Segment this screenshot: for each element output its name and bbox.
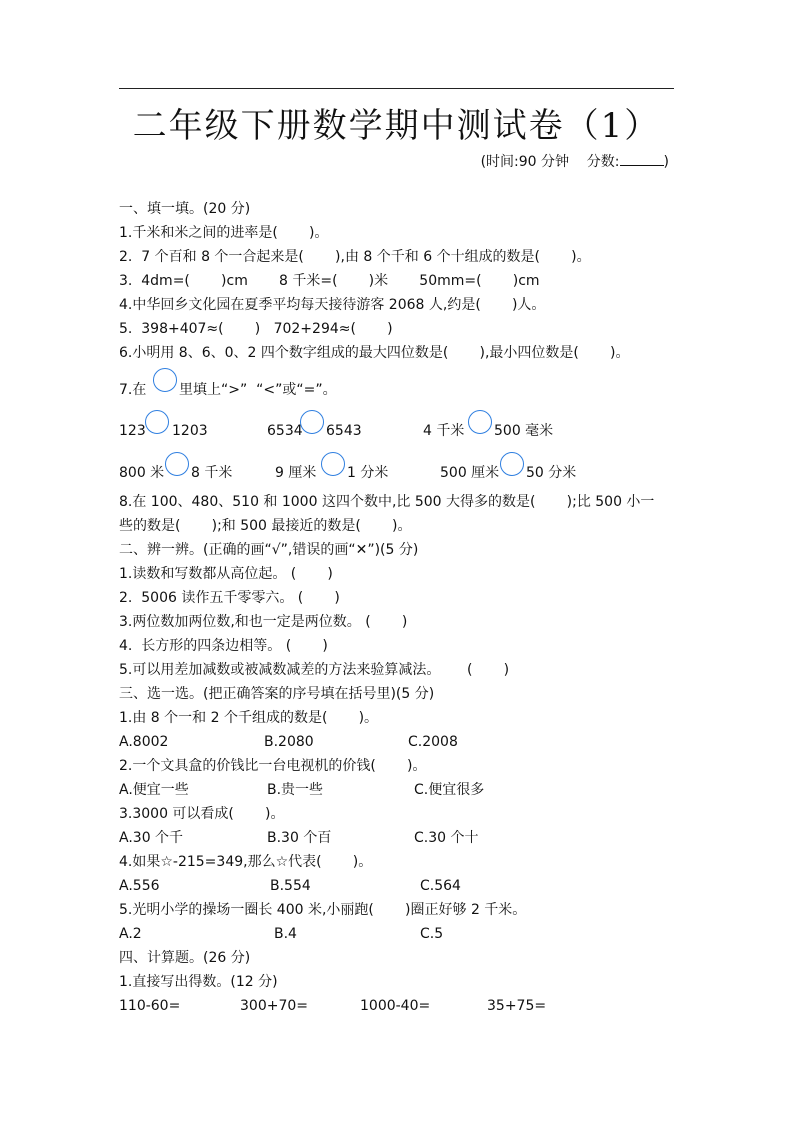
compare-right: 50 分米 (526, 465, 577, 481)
calc-item: 1000-40= (360, 998, 431, 1014)
choice-a: A.便宜一些 (119, 782, 189, 798)
q2-3: 3.两位数加两位数,和也一定是两位数。 ( ) (119, 614, 408, 630)
compare-left: 6534 (267, 423, 303, 439)
compare-right: 6543 (326, 423, 362, 439)
choice-a: A.8002 (119, 734, 169, 750)
compare-circle[interactable] (145, 410, 169, 434)
q1-5: 5. 398+407≈( ) 702+294≈( ) (119, 321, 393, 337)
q3-3: 3.3000 可以看成( )。 (119, 806, 285, 822)
q2-1: 1.读数和写数都从高位起。 ( ) (119, 566, 333, 582)
circle-icon (153, 368, 177, 392)
calc-item: 35+75= (487, 998, 547, 1014)
choice-b: B.4 (274, 926, 297, 942)
q1-8-line2: 些的数是( );和 500 最接近的数是( )。 (119, 518, 412, 534)
compare-right: 1 分米 (347, 465, 389, 481)
calc-item: 110-60= (119, 998, 181, 1014)
compare-circle[interactable] (300, 410, 324, 434)
compare-left: 500 厘米 (440, 465, 500, 481)
q3-1: 1.由 8 个一和 2 个千组成的数是( )。 (119, 710, 379, 726)
q1-1: 1.千米和米之间的进率是( )。 (119, 225, 329, 241)
q1-2: 2. 7 个百和 8 个一合起来是( ),由 8 个千和 6 个十组成的数是( )。 (119, 249, 591, 265)
time-score-text: (时间:90 分钟 分数: (480, 154, 620, 170)
score-blank[interactable] (620, 153, 664, 166)
q1-7-prompt-b: 里填上“>” “<”或“=”。 (179, 382, 337, 398)
section-1-heading: 一、填一填。(20 分) (119, 201, 251, 217)
compare-right: 8 千米 (191, 465, 233, 481)
time-score-line: (时间:90 分钟 分数: ) (480, 154, 669, 170)
q3-5: 5.光明小学的操场一圈长 400 米,小丽跑( )圈正好够 2 千米。 (119, 902, 527, 918)
q3-4: 4.如果☆-215=349,那么☆代表( )。 (119, 854, 373, 870)
compare-circle[interactable] (321, 452, 345, 476)
choice-b: B.554 (270, 878, 311, 894)
q2-5: 5.可以用差加减数或被减数减差的方法来验算减法。 ( ) (119, 662, 510, 678)
q1-6: 6.小明用 8、6、0、2 四个数字组成的最大四位数是( ),最小四位数是( )。 (119, 345, 630, 361)
choice-a: A.30 个千 (119, 830, 184, 846)
choice-c: C.2008 (408, 734, 458, 750)
choice-c: C.便宜很多 (414, 782, 485, 798)
compare-circle[interactable] (500, 452, 524, 476)
q3-2: 2.一个文具盒的价钱比一台电视机的价钱( )。 (119, 758, 427, 774)
compare-left: 800 米 (119, 465, 165, 481)
section-3-heading: 三、选一选。(把正确答案的序号填在括号里)(5 分) (119, 686, 435, 702)
choice-b: B.贵一些 (267, 782, 324, 798)
choice-a: A.2 (119, 926, 142, 942)
choice-c: C.5 (420, 926, 444, 942)
q1-8-line1: 8.在 100、480、510 和 1000 这四个数中,比 500 大得多的数是( );比 500 小一 (119, 494, 655, 510)
compare-left: 9 厘米 (275, 465, 317, 481)
compare-left: 123 (119, 423, 146, 439)
calc-item: 300+70= (240, 998, 308, 1014)
choice-c: C.564 (420, 878, 461, 894)
compare-right: 500 毫米 (494, 423, 554, 439)
choice-b: B.30 个百 (267, 830, 332, 846)
choice-c: C.30 个十 (414, 830, 479, 846)
q1-7-prompt-a: 7.在 (119, 382, 147, 398)
compare-circle[interactable] (468, 410, 492, 434)
page-title: 二年级下册数学期中测试卷（1） (132, 106, 661, 146)
compare-circle[interactable] (165, 452, 189, 476)
q1-4: 4.中华回乡文化园在夏季平均每天接待游客 2068 人,约是( )人。 (119, 297, 546, 313)
top-rule (119, 88, 674, 89)
section-2-heading: 二、辨一辨。(正确的画“√”,错误的画“✕”)(5 分) (119, 542, 419, 558)
section-4-heading: 四、计算题。(26 分) (119, 950, 251, 966)
q1-3: 3. 4dm=( )cm 8 千米=( )米 50mm=( )cm (119, 273, 540, 289)
q4-1: 1.直接写出得数。(12 分) (119, 974, 278, 990)
compare-left: 4 千米 (423, 423, 465, 439)
choice-b: B.2080 (264, 734, 314, 750)
q2-2: 2. 5006 读作五千零零六。 ( ) (119, 590, 340, 606)
q2-4: 4. 长方形的四条边相等。 ( ) (119, 638, 328, 654)
choice-a: A.556 (119, 878, 160, 894)
compare-right: 1203 (172, 423, 208, 439)
